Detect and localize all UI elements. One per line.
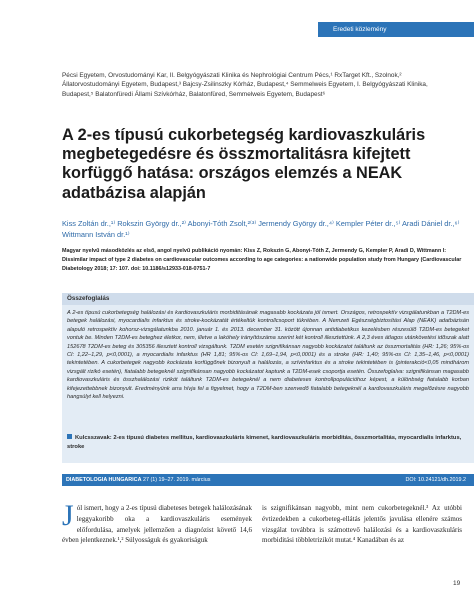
drop-cap: J — [62, 499, 74, 532]
article-title: A 2-es típusú cukorbetegség kardiovaszkuláris megbetegedésre és összmortalitásra kifejtett korfüggő hatása: országos elemzés a NEAK adatbázisa alapján — [62, 126, 426, 202]
abstract-box — [62, 293, 474, 463]
affiliations: Pécsi Egyetem, Orvostudományi Kar, II. Belgyógyászati Klinika és Nephrológiai Centrum Pécs,¹ RxTarget Kft., Szolnok,² Állatorvostudományi Egyetem, Budapest,³ Bajcsy-Zsilinszky Kórház, Budapest,⁴ Semmelweis Egyetem, I. Belgyógyászati Klinika, Budapest,⁵ Balatonfüredi Állami Szívkórház, Balatonfüred, Semmelweis Egyetem, Budapest⁶ — [62, 72, 428, 98]
footer-doi[interactable]: DOI: 10.24121/dh.2019.2 — [405, 477, 466, 483]
footer-issue: 27 (1) 19–27. 2019. március — [141, 477, 211, 483]
abstract-body: A 2-es típusú cukorbetegség halálozási és kardiovaszkuláris morbiditásának magasabb kockázata jól ismert. Országos, retrospektív vizsgálatunkban a T2DM-es betegek halálozási, myocardialis infarktus és stroke-kockázatát értékeltük kontrollcsoport tükrében. A Nemzeti Egészségbiztosítási Alap (NEAK) adatbázisán alapuló retrospektív kohorsz-vizsgálatunkba 2010. január 1. és 2013. december 31. között újonnan antidiabetikus kezelésben részesülő T2DM-es betegeket vontuk be. Minden T2DM-es beteghez életkor, nem, illetve a lakóhely irányítószáma szerint két kontroll illesztettünk. A 2,3 éves átlagos utánkövetési időszak alatt 152678 T2DM-es beteg és 305356 illesztett kontroll vizsgáltunk. T2DM esetén szignifikánsan nagyobb kockázatot találtunk az összmortalitás (HR: 1,26; 95%-os CI: 1,22–1,29, p<0,0001), a myocardialis infarktus (HR 1,81; 95%-os CI: 1,69–1,94, p<0,0001) és a stroke (HR: 1,40; 95%-os CI: 1,35–1,46, p<0,0001) tekintetében. A cukorbetegek nagyobb kockázata korfüggőnek bizonyult a halálozás, a szívinfarktus és a stroke tekintetében is (pinterakció<0,05 mindhárom vizsgált rizikó esetén), fiatalabb betegeknél szignifikánsan nagyobb kockázatot kaptunk a T2DM-esek csoportja esetén. Összefoglalva: szignifikánsan magasabb kardiovaszkuláris és összhalálozási rizikót találtunk T2DM-es betegeknél a nem diabeteses kontrollpopulációhoz képest, a különbség fiatalabb korban kifejezettebbnek bizonyult. Eredményünk arra hívja fel a figyelmet, hogy a T2DM-ben szenvedő fiatalabb betegeknél a kardiovaszkuláris megelőzésre nagyobb hangsúlyt kell helyezni. — [67, 310, 469, 401]
citation-reference[interactable]: (Cardiovascular Diabetology 2018; 17: 107. doi: 10.1186/s12933-018-0751-7 — [62, 256, 462, 272]
page-number: 19 — [453, 580, 461, 587]
body-text-left: ól ismert, hogy a 2-es típusú diabeteses betegek halálozásának leggyakoribb oka a kardiovaszkuláris események előfordulása, amelyek jellemzően a diagnózist követő 14,6 évben jelentkeznek.¹,² Súlyosságuk és gyakoriságuk — [62, 504, 252, 545]
keywords-list: 2-es típusú diabetes mellitus, kardiovaszkuláris kimenet, kardiovaszkuláris morbiditás, összmortalitás, myocardialis infarktus, stroke — [67, 435, 462, 450]
body-column-right: is szignifikánsan nagyobb, mint nem cukorbetegeknél.³ Az utóbbi évtizedekben a cukorbeteg-ellátás jelentős javulása ellenére számos vizsgálat továbbra is számottevő halálozási és a kardiovaszkuláris morbiditási többletrizikót mutat.⁴ Kanadában és az — [262, 504, 462, 545]
authors[interactable]: Kiss Zoltán dr.,¹⁾ Rokszin György dr.,²⁾ Abonyi-Tóth Zsolt,²⁽³⁾ Jermendy György dr.,⁴⁾ Kempler Péter dr.,⁵⁾ Aradi Dániel dr.,⁶⁾ Wittmann István dr.¹⁾ — [62, 219, 460, 239]
journal-footer-bar — [62, 474, 474, 486]
footer-journal-info — [66, 474, 210, 486]
abstract-heading: Összefoglalás — [62, 293, 474, 305]
citation-note — [62, 247, 467, 273]
citation-intro: Magyar nyelvű másodközlés az első, angol nyelvű publikáció nyomán: Kiss Z, Rokszin G, Abonyi-Tóth Z, Jermendy G, Kempler P, Aradi D, Wittmann I: Dissimilar impact of type 2 diabetes on cardiovascular outcomes according to age categories: a nationwide population study from Hungary — [62, 248, 447, 263]
footer-journal-name: DIABETOLOGIA HUNGARICA — [66, 477, 142, 483]
body-column-left — [62, 499, 252, 546]
keywords — [67, 434, 469, 452]
keywords-bullet-icon — [67, 434, 72, 439]
article-type-tag: Eredeti közlemény — [318, 22, 474, 37]
keywords-label: Kulcsszavak: — [75, 435, 112, 441]
